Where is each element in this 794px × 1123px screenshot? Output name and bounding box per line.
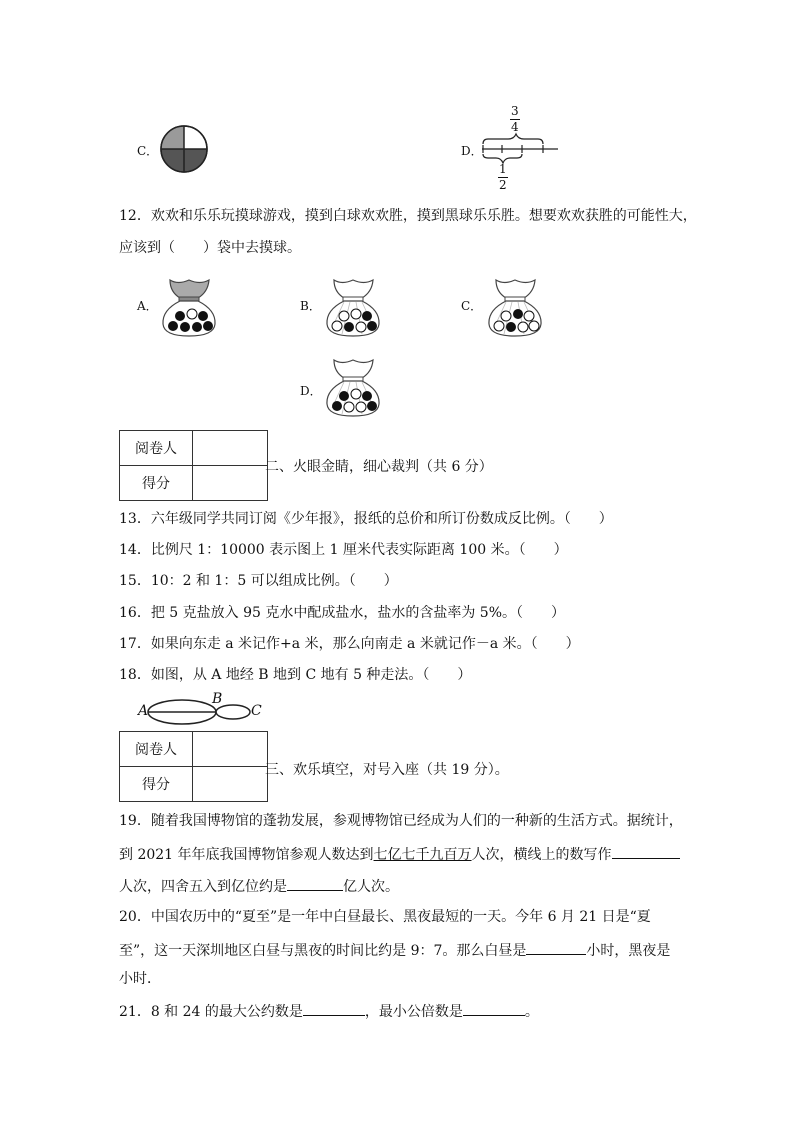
q20-line2 — [119, 940, 670, 960]
q12-line2: 应该到（ ）袋中去摸球。 — [119, 240, 301, 256]
bag-d-icon — [322, 356, 384, 418]
q21-blank-2[interactable] — [463, 1001, 525, 1016]
q21-text-c: 。 — [524, 1004, 539, 1020]
bag-c-icon — [484, 276, 546, 338]
score-label: 得分 — [120, 767, 193, 802]
section2-score-table — [119, 430, 268, 501]
q19-blank-2[interactable] — [287, 876, 343, 891]
quarter-circle-figure — [159, 124, 209, 174]
option-c-label: C． — [137, 144, 159, 158]
q19-line2 — [119, 844, 680, 864]
point-a-label: A — [138, 703, 149, 719]
section3-score-table — [119, 731, 268, 802]
q21-line — [119, 1001, 539, 1021]
q19-text-c: 人次，四舍五入到亿位约是 — [119, 879, 287, 895]
q13: 13．六年级同学共同订阅《少年报》，报纸的总价和所订份数成反比例。（ ） — [119, 511, 613, 527]
bag-a-icon — [158, 276, 220, 338]
segment-diagram — [478, 132, 568, 168]
q19-underlined-number: 七亿七千九百万 — [373, 847, 472, 863]
q16: 16．把 5 克盐放入 95 克水中配成盐水，盐水的含盐率为 5%。（ ） — [119, 605, 565, 621]
route-paths — [136, 692, 266, 728]
point-c-label: C — [251, 703, 262, 719]
q18: 18．如图，从 A 地经 B 地到 C 地有 5 种走法。（ ） — [119, 667, 472, 683]
section3-title: 三、欢乐填空，对号入座（共 19 分）。 — [265, 762, 509, 778]
reviewer-cell[interactable] — [193, 732, 268, 767]
q20-line3: 小时． — [119, 971, 161, 987]
q20-text-b: 小时，黑夜是 — [586, 943, 671, 959]
option-d-label: D． — [461, 144, 483, 158]
reviewer-label: 阅卷人 — [120, 431, 193, 466]
bag-option-d-label: D． — [300, 384, 322, 398]
segment-fraction-figure — [478, 104, 568, 194]
q15: 15．10：2 和 1：5 可以组成比例。（ ） — [119, 573, 398, 589]
q19-line3 — [119, 876, 399, 896]
q19-text-b: 人次，横线上的数写作 — [471, 847, 612, 863]
bag-option-c-label: C． — [461, 299, 483, 313]
point-b-label: B — [212, 691, 223, 707]
q19-text-a: 到 2021 年年底我国博物馆参观人数达到 — [119, 847, 374, 863]
frac-top-den: 4 — [511, 120, 519, 134]
bag-b-icon — [322, 276, 384, 338]
q20-line1: 20．中国农历中的“夏至”是一年中白昼最长、黑夜最短的一天。今年 6 月 21 日是“夏 — [119, 909, 651, 925]
q20-blank-1[interactable] — [526, 940, 586, 955]
frac-bottom-num: 1 — [499, 162, 507, 176]
route-figure — [136, 692, 266, 728]
q21-blank-1[interactable] — [303, 1001, 365, 1016]
reviewer-label: 阅卷人 — [120, 732, 193, 767]
q21-text-b: ，最小公倍数是 — [364, 1004, 463, 1020]
q19-line1: 19．随着我国博物馆的蓬勃发展，参观博物馆已经成为人们的一种新的生活方式。据统计， — [119, 813, 683, 829]
bag-option-a-label: A． — [137, 299, 158, 313]
q19-blank-1[interactable] — [612, 844, 680, 859]
q14: 14．比例尺 1：10000 表示图上 1 厘米代表实际距离 100 米。（ ） — [119, 542, 568, 558]
q21-text-a: 21．8 和 24 的最大公约数是 — [119, 1004, 303, 1020]
q20-text-a: 至”，这一天深圳地区白昼与黑夜的时间比约是 9：7。那么白昼是 — [119, 943, 527, 959]
score-cell[interactable] — [193, 767, 268, 802]
q19-text-d: 亿人次。 — [343, 879, 399, 895]
reviewer-cell[interactable] — [193, 431, 268, 466]
frac-top-num: 3 — [511, 104, 519, 118]
frac-bottom-den: 2 — [499, 178, 507, 192]
score-cell[interactable] — [193, 466, 268, 501]
section2-title: 二、火眼金睛，细心裁判（共 6 分） — [265, 459, 493, 475]
q17: 17．如果向东走 a 米记作+a 米，那么向南走 a 米就记作－a 米。（ ） — [119, 636, 580, 652]
score-label: 得分 — [120, 466, 193, 501]
q12-line1: 12．欢欢和乐乐玩摸球游戏，摸到白球欢欢胜，摸到黑球乐乐胜。想要欢欢获胜的可能性大， — [119, 208, 697, 224]
bag-option-b-label: B． — [300, 299, 321, 313]
